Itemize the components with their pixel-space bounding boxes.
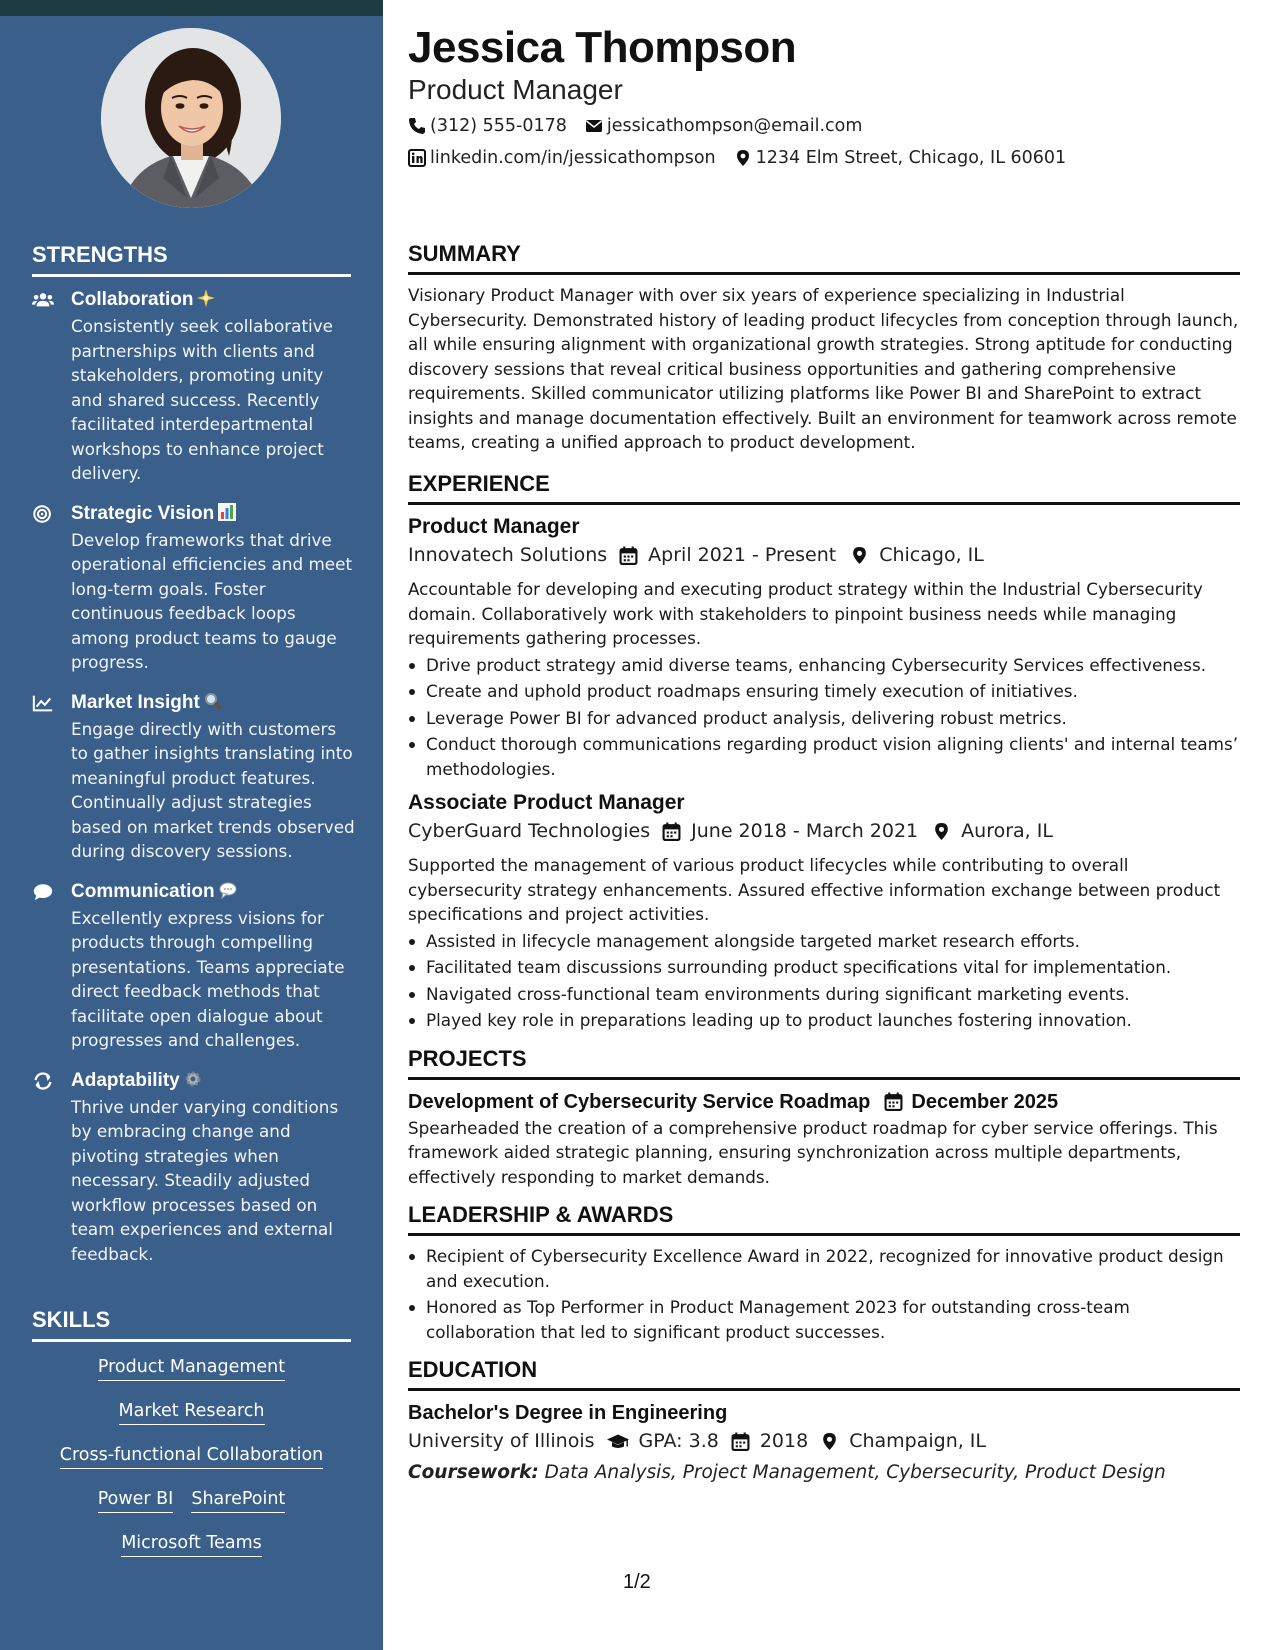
job-bullets [408, 929, 1240, 1033]
strength-description: Engage directly with customers to gather insights translating into meaningful product features. Continually adjust strategies based on market trends observed during discovery sessions. [71, 718, 355, 861]
graduation-year: 2018 [759, 1430, 809, 1452]
page-number: 1/2 [623, 1571, 651, 1593]
calendar-icon [884, 1092, 903, 1111]
bar-chart-icon [218, 503, 236, 528]
gpa: GPA: 3.8 [638, 1430, 719, 1452]
coursework [408, 1459, 1240, 1487]
job-meta [408, 541, 1240, 569]
strength-title: Communication [71, 880, 356, 906]
job-entry [408, 789, 1240, 1033]
phone-icon [408, 117, 426, 135]
sidebar-top-bar [0, 0, 383, 16]
job-entry [408, 513, 1240, 781]
skill-tag: Power BI [98, 1487, 174, 1513]
strength-description: Excellently express visions for products through compelling presentations. Teams appreciate direct feedback methods that facilitate open dialogue about progresses and challenges. [71, 907, 345, 1050]
resume-sections [408, 470, 1240, 1499]
avatar [101, 28, 281, 208]
strength-item [32, 691, 356, 864]
target-icon [32, 504, 56, 524]
experience-heading: EXPERIENCE [408, 470, 1240, 505]
strength-description: Consistently seek collaborative partnerships with clients and stakeholders, promoting unity and shared success. Recently facilitated interdepartmental workshops to enhance project delivery. [71, 316, 333, 483]
sync-icon [32, 1071, 56, 1091]
education-heading: EDUCATION [408, 1356, 1240, 1391]
project-header [408, 1088, 1240, 1116]
project-date: December 2025 [911, 1090, 1059, 1113]
bullet-item: Leverage Power BI for advanced product analysis, delivering robust metrics. [408, 706, 1240, 731]
projects-heading: PROJECTS [408, 1045, 1240, 1080]
sparkle-star-icon [197, 289, 215, 314]
skill-tag: Product Management [98, 1355, 285, 1381]
strength-description: Thrive under varying conditions by embracing change and pivoting strategies when necessary. Steadily adjusted workflow processes based on team experiences and external feedback. [71, 1096, 339, 1264]
coursework-label: Coursework: [408, 1462, 539, 1483]
school-name: University of Illinois [408, 1430, 595, 1452]
envelope-icon [585, 117, 603, 135]
contact-row [408, 146, 1240, 170]
map-pin-icon [932, 822, 951, 841]
address-contact [734, 146, 1067, 170]
awards-list [408, 1244, 1240, 1344]
company-name: CyberGuard Technologies [408, 820, 651, 842]
education-section [408, 1356, 1240, 1487]
leadership-heading: LEADERSHIP & AWARDS [408, 1201, 1240, 1236]
calendar-icon [662, 822, 681, 841]
projects-section [408, 1045, 1240, 1190]
summary-text: Visionary Product Manager with over six years of experience specializing in Industrial Cybersecurity. Demonstrated history of leading product lifecycles from conception through launch, all while ensuring alignment with organizational growth strategies. Strong aptitude for conducting discovery sessions that reveal critical business opportunities and gathering comprehensive requirements. Skilled communicator utilizing platforms like Power BI and SharePoint to extract insights and manage documentation effectively. Built an environment for teamwork across remote teams, creating a unified approach to product development. [408, 285, 1239, 452]
bullet-item: Played key role in preparations leading up to product launches fostering innovation. [408, 1008, 1240, 1033]
skills-heading: SKILLS [32, 1307, 351, 1342]
speech-balloon-icon [219, 881, 237, 906]
graduation-cap-icon [607, 1432, 629, 1451]
leadership-section [408, 1201, 1240, 1344]
phone-text: (312) 555-0178 [430, 116, 567, 136]
speech-bubble-icon [32, 882, 56, 902]
skill-tag: Microsoft Teams [121, 1531, 262, 1557]
strength-item [32, 880, 356, 1053]
map-pin-icon [820, 1432, 839, 1451]
summary-section [408, 240, 1240, 455]
school-location: Champaign, IL [849, 1430, 987, 1452]
strength-title: Market Insight [71, 691, 356, 717]
calendar-icon [731, 1432, 750, 1451]
skill-tag: Market Research [119, 1399, 265, 1425]
project-title: Development of Cybersecurity Service Roadmap [408, 1090, 871, 1113]
experience-section [408, 470, 1240, 1033]
calendar-icon [619, 546, 638, 565]
profile-photo [101, 28, 281, 208]
candidate-name: Jessica Thompson [408, 23, 797, 72]
skills-list [32, 1355, 351, 1575]
bullet-item: Facilitated team discussions surrounding product specifications vital for implementation. [408, 955, 1240, 980]
job-dates: June 2018 - March 2021 [691, 820, 919, 842]
strength-item [32, 1069, 356, 1267]
job-description: Supported the management of various product lifecycles while contributing to overall cybersecurity strategy enhancements. Assured effective information exchange between product specifications and project activities. [408, 855, 1221, 924]
candidate-title: Product Manager [408, 74, 623, 105]
sidebar [0, 0, 383, 1650]
bullet-item: Assisted in lifecycle management alongside targeted market research efforts. [408, 929, 1240, 954]
bullet-item: Conduct thorough communications regarding product vision aligning clients' and internal teams’ methodologies. [408, 732, 1240, 781]
map-pin-icon [850, 546, 869, 565]
job-location: Chicago, IL [879, 544, 984, 566]
map-pin-icon [734, 149, 752, 167]
job-title: Associate Product Manager [408, 791, 685, 814]
strength-description: Develop frameworks that drive operational efficiencies and meet long-term goals. Foster continuous feedback loops among product teams to gauge progress. [71, 529, 353, 672]
bullet-item: Drive product strategy amid diverse teams, enhancing Cybersecurity Services effectiveness. [408, 653, 1240, 678]
strength-item [32, 502, 356, 675]
main-content [408, 22, 1240, 1483]
strengths-list [32, 288, 356, 1282]
job-dates: April 2021 - Present [648, 544, 837, 566]
contact-row [408, 114, 1240, 138]
award-item: Honored as Top Performer in Product Management 2023 for outstanding cross-team collaboration that led to significant product successes. [408, 1295, 1240, 1344]
award-item: Recipient of Cybersecurity Excellence Award in 2022, recognized for innovative product design and execution. [408, 1244, 1240, 1293]
linkedin-text: linkedin.com/in/jessicathompson [430, 148, 716, 168]
users-icon [32, 290, 56, 310]
email-contact[interactable] [585, 114, 863, 138]
strength-title: Collaboration [71, 288, 356, 314]
summary-heading: SUMMARY [408, 240, 1240, 275]
linkedin-contact[interactable] [408, 146, 716, 170]
strength-item [32, 288, 356, 486]
email-text: jessicathompson@email.com [606, 116, 863, 136]
coursework-list: Data Analysis, Project Management, Cybersecurity, Product Design [544, 1462, 1166, 1483]
job-description: Accountable for developing and executing product strategy within the Industrial Cybersecurity domain. Collaboratively work with stakeholders to pinpoint business needs while managing requirements gathering processes. [408, 579, 1203, 648]
project-description: Spearheaded the creation of a comprehensive product roadmap for cyber service offerings. This framework aided strategic planning, ensuring synchronization across multiple departments, effectively responding to market demands. [408, 1117, 1218, 1187]
job-title: Product Manager [408, 515, 580, 538]
magnifier-icon [204, 692, 222, 717]
bullet-item: Create and uphold product roadmaps ensuring timely execution of initiatives. [408, 679, 1240, 704]
address-text: 1234 Elm Street, Chicago, IL 60601 [755, 148, 1067, 168]
skill-tag: SharePoint [191, 1487, 285, 1513]
education-meta [408, 1427, 1240, 1455]
degree-title: Bachelor's Degree in Engineering [408, 1402, 728, 1424]
job-location: Aurora, IL [961, 820, 1053, 842]
gear-icon [184, 1070, 202, 1095]
bullet-item: Navigated cross-functional team environments during significant marketing events. [408, 982, 1240, 1007]
strength-title: Adaptability [71, 1069, 356, 1095]
strength-title: Strategic Vision [71, 502, 356, 528]
phone-contact[interactable] [408, 114, 567, 138]
job-meta [408, 817, 1240, 845]
company-name: Innovatech Solutions [408, 544, 608, 566]
skill-tag: Cross-functional Collaboration [60, 1443, 324, 1469]
linkedin-icon [408, 149, 426, 167]
job-bullets [408, 653, 1240, 782]
line-chart-icon [32, 693, 56, 713]
strengths-heading: STRENGTHS [32, 242, 351, 277]
